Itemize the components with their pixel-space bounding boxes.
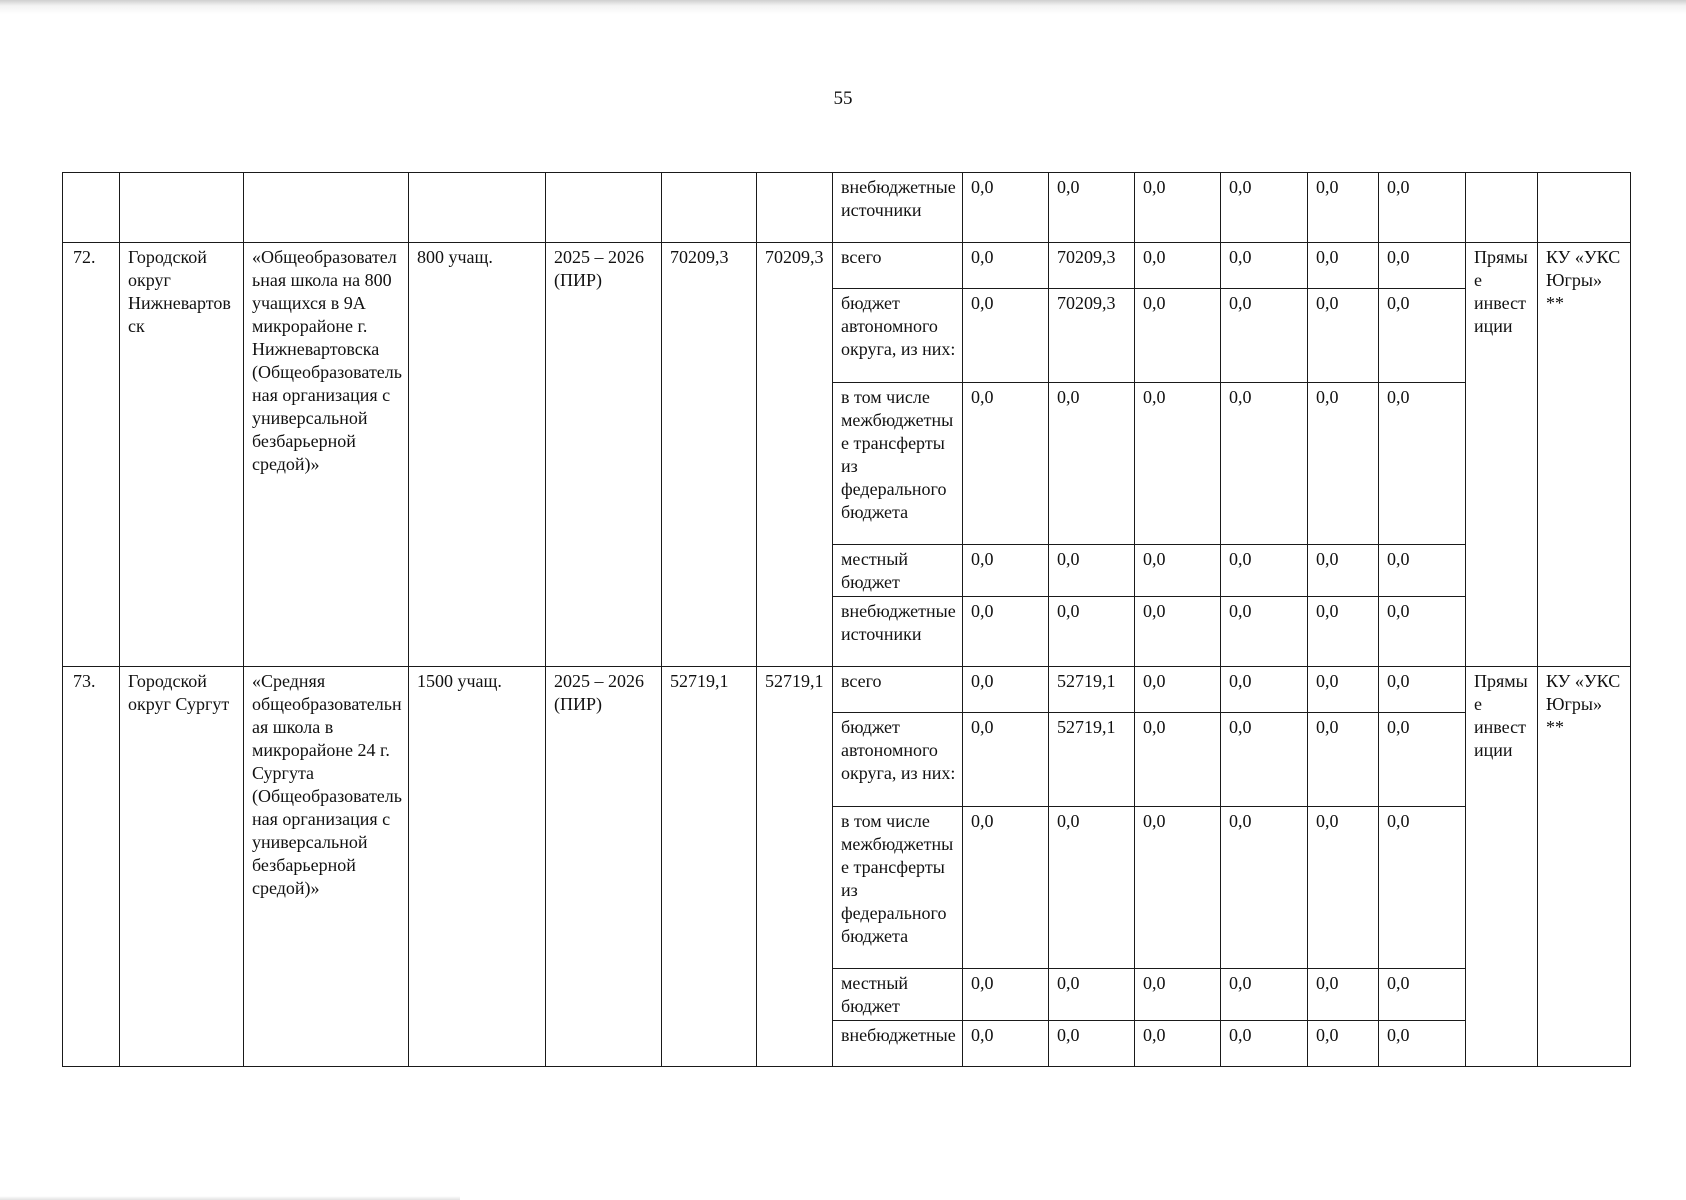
value-cell: 0,0: [1379, 1021, 1466, 1067]
value-cell: 0,0: [963, 243, 1049, 289]
value-cell: 0,0: [1308, 289, 1379, 383]
table-row: [63, 667, 1631, 713]
value-cell: 0,0: [963, 289, 1049, 383]
value-cell: 0,0: [1379, 667, 1466, 713]
value-cell: 0,0: [1049, 545, 1135, 597]
value-cell: 0,0: [963, 713, 1049, 807]
funding-source-label: внебюджетные: [833, 1021, 963, 1067]
value-cell: 0,0: [1221, 289, 1308, 383]
value-cell: 0,0: [1308, 713, 1379, 807]
value-cell: 0,0: [1221, 807, 1308, 969]
value-cell: 0,0: [1135, 383, 1221, 545]
value-cell: 0,0: [1049, 1021, 1135, 1067]
customer-cell: КУ «УКС Югры» **: [1538, 667, 1631, 1067]
value-cell: 0,0: [963, 545, 1049, 597]
value-cell: 0,0: [1135, 1021, 1221, 1067]
value-cell: 0,0: [1135, 173, 1221, 243]
page-number: 55: [833, 88, 853, 109]
value-cell: 0,0: [1221, 173, 1308, 243]
value-cell: 0,0: [1308, 667, 1379, 713]
value-cell: 0,0: [1308, 383, 1379, 545]
funding-source-label: внебюджетные источники: [833, 597, 963, 667]
remaining-cost-cell: 52719,1: [757, 667, 833, 1067]
number-cell: 72.: [63, 243, 120, 667]
value-cell: 0,0: [1049, 383, 1135, 545]
value-cell: 0,0: [963, 173, 1049, 243]
value-cell: 0,0: [1221, 383, 1308, 545]
value-cell: 0,0: [1379, 713, 1466, 807]
period-cell: 2025 – 2026 (ПИР): [546, 243, 662, 667]
value-cell: 0,0: [963, 1021, 1049, 1067]
object-name-cell: [244, 173, 409, 243]
value-cell: 0,0: [1379, 173, 1466, 243]
estimated-cost-cell: 52719,1: [662, 667, 757, 1067]
customer-cell: КУ «УКС Югры» **: [1538, 243, 1631, 667]
value-cell: 0,0: [1379, 243, 1466, 289]
funding-source-label: местный бюджет: [833, 545, 963, 597]
capacity-cell: 800 учащ.: [409, 243, 546, 667]
funding-source-label: бюджет автономного округа, из них:: [833, 713, 963, 807]
value-cell: 0,0: [1221, 243, 1308, 289]
value-cell: 0,0: [1135, 969, 1221, 1021]
municipality-cell: Городской округ Нижневартовск: [120, 243, 244, 667]
value-cell: 0,0: [1308, 545, 1379, 597]
value-cell: 70209,3: [1049, 289, 1135, 383]
mechanism-cell: Прямые инвестиции: [1466, 667, 1538, 1067]
value-cell: 0,0: [963, 667, 1049, 713]
scan-edge-bottom: [0, 1196, 460, 1200]
funding-source-label: всего: [833, 667, 963, 713]
value-cell: 0,0: [1135, 289, 1221, 383]
number-cell: 73.: [63, 667, 120, 1067]
value-cell: 0,0: [1379, 383, 1466, 545]
estimated-cost-cell: [662, 173, 757, 243]
value-cell: 0,0: [963, 383, 1049, 545]
value-cell: 0,0: [1379, 807, 1466, 969]
value-cell: 0,0: [1221, 667, 1308, 713]
value-cell: 0,0: [1135, 713, 1221, 807]
value-cell: 0,0: [1308, 597, 1379, 667]
remaining-cost-cell: [757, 173, 833, 243]
funding-source-label: всего: [833, 243, 963, 289]
value-cell: 0,0: [1221, 597, 1308, 667]
value-cell: 0,0: [1379, 597, 1466, 667]
mechanism-cell: Прямые инвестиции: [1466, 243, 1538, 667]
value-cell: 0,0: [1308, 807, 1379, 969]
estimated-cost-cell: 70209,3: [662, 243, 757, 667]
object-name-cell: «Средняя общеобразовательная школа в микрорайоне 24 г. Сургута (Общеобразовательная организация с универсальной безбарьерной средой)»: [244, 667, 409, 1067]
number-cell: [63, 173, 120, 243]
value-cell: 0,0: [1049, 597, 1135, 667]
value-cell: 0,0: [1049, 969, 1135, 1021]
funding-source-label: бюджет автономного округа, из них:: [833, 289, 963, 383]
table-row: [63, 243, 1631, 289]
table-row: [63, 173, 1631, 243]
value-cell: 0,0: [1379, 289, 1466, 383]
value-cell: 0,0: [1308, 969, 1379, 1021]
value-cell: 0,0: [1221, 969, 1308, 1021]
municipality-cell: [120, 173, 244, 243]
value-cell: 0,0: [1135, 667, 1221, 713]
value-cell: 0,0: [963, 597, 1049, 667]
value-cell: 0,0: [1135, 807, 1221, 969]
value-cell: 0,0: [1221, 545, 1308, 597]
funding-source-label: в том числе межбюджетные трансферты из федерального бюджета: [833, 383, 963, 545]
value-cell: 52719,1: [1049, 667, 1135, 713]
value-cell: 70209,3: [1049, 243, 1135, 289]
value-cell: 0,0: [963, 807, 1049, 969]
value-cell: 0,0: [1221, 713, 1308, 807]
value-cell: 0,0: [1221, 1021, 1308, 1067]
funding-source-label: в том числе межбюджетные трансферты из федерального бюджета: [833, 807, 963, 969]
value-cell: 0,0: [1308, 1021, 1379, 1067]
value-cell: 0,0: [1135, 243, 1221, 289]
investment-objects-table: [62, 172, 1631, 1067]
capacity-cell: [409, 173, 546, 243]
object-name-cell: «Общеобразовательная школа на 800 учащихся в 9А микрорайоне г. Нижневартовска (Общеобразовательная организация с универсальной безбарьерной средой)»: [244, 243, 409, 667]
funding-source-label: внебюджетные источники: [833, 173, 963, 243]
value-cell: 0,0: [1049, 173, 1135, 243]
customer-cell: [1538, 173, 1631, 243]
scan-edge-top: [0, 0, 1686, 14]
value-cell: 0,0: [1049, 807, 1135, 969]
funding-source-label: местный бюджет: [833, 969, 963, 1021]
municipality-cell: Городской округ Сургут: [120, 667, 244, 1067]
value-cell: 0,0: [1135, 597, 1221, 667]
value-cell: 0,0: [963, 969, 1049, 1021]
mechanism-cell: [1466, 173, 1538, 243]
value-cell: 0,0: [1379, 545, 1466, 597]
value-cell: 0,0: [1308, 243, 1379, 289]
period-cell: [546, 173, 662, 243]
value-cell: 0,0: [1135, 545, 1221, 597]
value-cell: 0,0: [1308, 173, 1379, 243]
period-cell: 2025 – 2026 (ПИР): [546, 667, 662, 1067]
capacity-cell: 1500 учащ.: [409, 667, 546, 1067]
value-cell: 0,0: [1379, 969, 1466, 1021]
remaining-cost-cell: 70209,3: [757, 243, 833, 667]
value-cell: 52719,1: [1049, 713, 1135, 807]
